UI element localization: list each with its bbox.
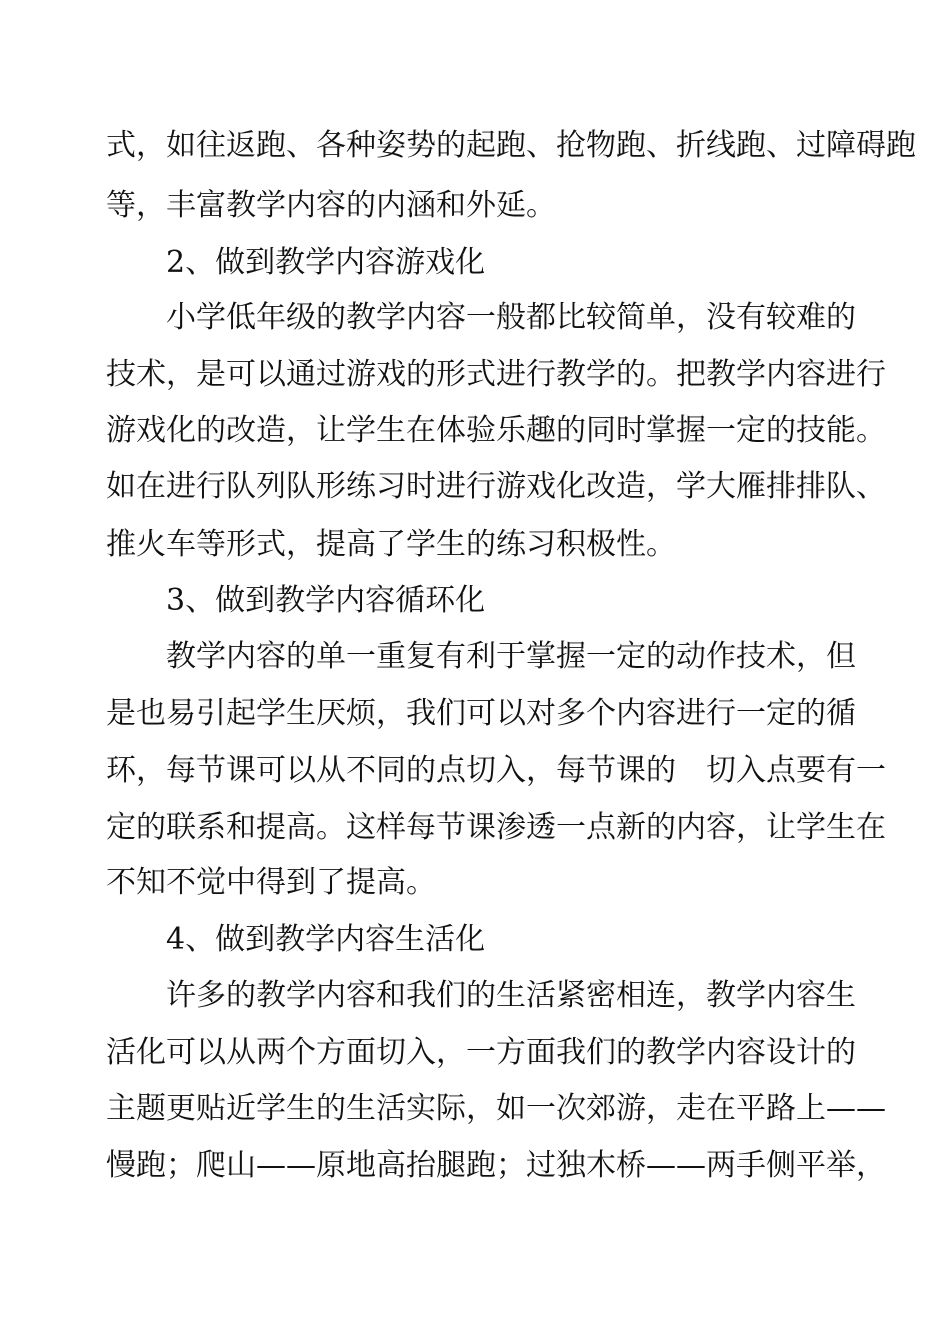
text-line: 教学内容的单一重复有利于掌握一定的动作技术，但 xyxy=(166,639,856,674)
text-line: 如在进行队列队形练习时进行游戏化改造，学大雁排排队、 xyxy=(106,469,886,504)
text-line: 技术，是可以通过游戏的形式进行教学的。把教学内容进行 xyxy=(106,357,886,392)
text-line: 许多的教学内容和我们的生活紧密相连，教学内容生 xyxy=(166,978,856,1013)
text-line: 不知不觉中得到了提高。 xyxy=(106,865,436,900)
text-line: 小学低年级的教学内容一般都比较简单，没有较难的 xyxy=(166,300,856,335)
text-line: 等，丰富教学内容的内涵和外延。 xyxy=(106,188,556,223)
section-heading: 3、做到教学内容循环化 xyxy=(166,583,486,618)
text-line: 游戏化的改造，让学生在体验乐趣的同时掌握一定的技能。 xyxy=(106,413,886,448)
text-line: 慢跑；爬山——原地高抬腿跑；过独木桥——两手侧平举， xyxy=(106,1148,886,1183)
section-heading: 2、做到教学内容游戏化 xyxy=(166,245,486,280)
section-heading: 4、做到教学内容生活化 xyxy=(166,922,486,957)
text-line: 定的联系和提高。这样每节课渗透一点新的内容，让学生在 xyxy=(106,810,886,845)
text-line: 是也易引起学生厌烦，我们可以对多个内容进行一定的循 xyxy=(106,696,856,731)
text-line: 活化可以从两个方面切入，一方面我们的教学内容设计的 xyxy=(106,1035,856,1070)
text-line: 主题更贴近学生的生活实际，如一次郊游，走在平路上—— xyxy=(106,1091,886,1126)
text-line: 环，每节课可以从不同的点切入，每节课的 切入点要有一 xyxy=(106,753,886,788)
text-line: 式，如往返跑、各种姿势的起跑、抢物跑、折线跑、过障碍跑 xyxy=(106,128,916,163)
text-line: 推火车等形式，提高了学生的练习积极性。 xyxy=(106,527,676,562)
